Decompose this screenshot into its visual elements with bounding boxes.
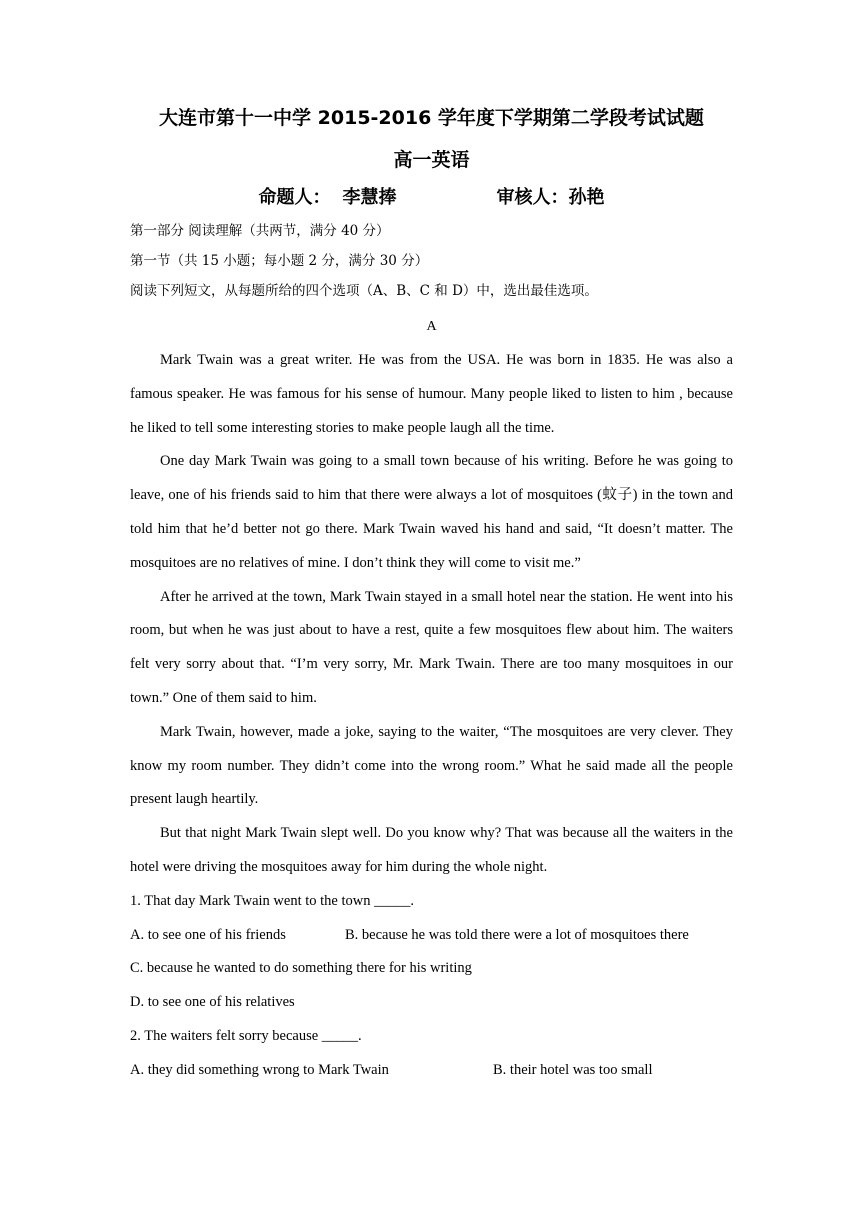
question-stem: 2. The waiters felt sorry because _____.	[130, 1027, 362, 1044]
author-name: 李慧捧	[342, 187, 397, 208]
author-line	[130, 184, 733, 212]
passage-paragraph: Mark Twain, however, made a joke, saying to the waiter, “The mosquitoes are very clever. They know my room number. They didn’t come into the wrong room.” What he said made all the people present laugh heartily.	[130, 723, 733, 808]
passage-paragraph: One day Mark Twain was going to a small town because of his writing. Before he was going to leave, one of his friends said to him that there were always a lot of mosquitoes (蚊子) in the town and told him that he’d better not go there. Mark Twain waved his hand and said, “It doesn’t matter. The mosquitoes are no relatives of mine. I don’t think they will come to visit me.”	[130, 453, 733, 571]
passage-letter: A	[426, 319, 437, 334]
reviewer-label: 审核人：	[496, 187, 569, 208]
passage-paragraph: Mark Twain was a great writer. He was from the USA. He was born in 1835. He was also a famous speaker. He was famous for his sense of humour. Many people liked to listen to him , because he liked to tell some interesting stories to make people laugh all the time.	[130, 352, 733, 436]
section-heading: 第一节（共 15 小题；每小题 2 分，满分 30 分）	[130, 253, 429, 269]
reading-instruction: 阅读下列短文，从每题所给的四个选项（A、B、C 和 D）中，选出最佳选项。	[130, 283, 598, 299]
reviewer-credit	[497, 184, 605, 212]
question-stem: 1. That day Mark Twain went to the town _____.	[130, 892, 414, 909]
reviewer-name: 孙艳	[568, 187, 605, 208]
author-label: 命题人：	[258, 187, 331, 208]
option-a: A. they did something wrong to Mark Twain	[130, 1061, 389, 1078]
option-a: A. to see one of his friends	[130, 926, 286, 943]
option-d: D. to see one of his relatives	[130, 994, 295, 1011]
exam-page	[130, 100, 733, 1088]
option-row	[130, 919, 733, 953]
passage-paragraph: But that night Mark Twain slept well. Do you know why? That was because all the waiters in the hotel were driving the mosquitoes away for him during the whole night.	[130, 825, 733, 875]
author-credit	[259, 184, 397, 212]
subject-title: 高一英语	[393, 149, 470, 171]
option-row	[130, 1054, 733, 1088]
exam-title: 大连市第十一中学 2015-2016 学年度下学期第二学段考试试题	[159, 107, 704, 129]
option-b: B. their hotel was too small	[493, 1061, 653, 1078]
passage-paragraph: After he arrived at the town, Mark Twain stayed in a small hotel near the station. He went into his room, but when he was just about to have a rest, quite a few mosquitoes flew about him. The waiters felt very sorry about that. “I’m very sorry, Mr. Mark Twain. There are too many mosquitoes in our town.” One of them said to him.	[130, 588, 733, 706]
option-b: B. because he was told there were a lot of mosquitoes there	[345, 926, 689, 943]
part-heading: 第一部分 阅读理解（共两节，满分 40 分）	[130, 223, 390, 239]
option-c: C. because he wanted to do something there for his writing	[130, 960, 472, 977]
